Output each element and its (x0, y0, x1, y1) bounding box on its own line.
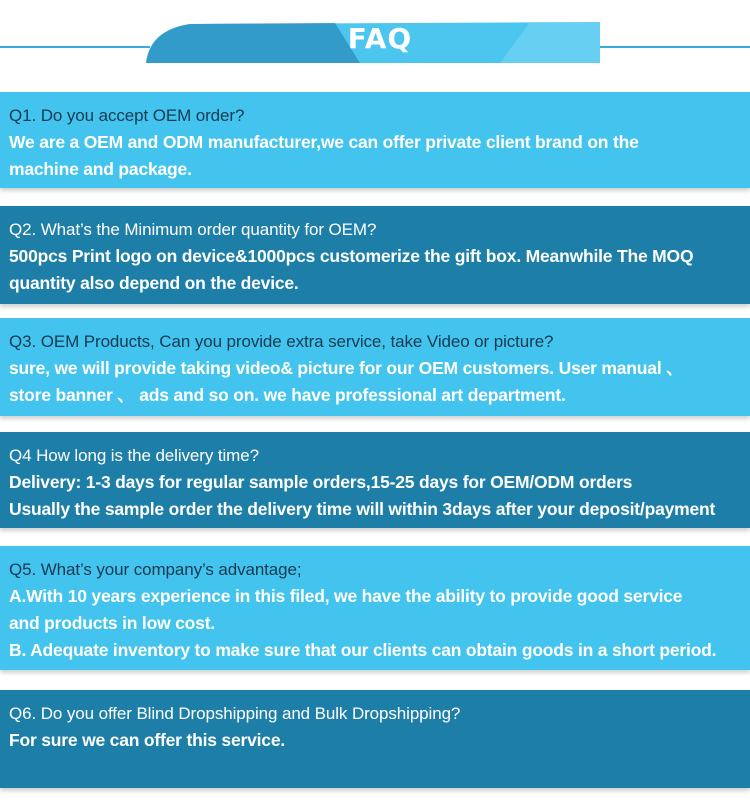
faq-answer-line: For sure we can offer this service. (9, 730, 286, 750)
faq-question: Q2. What’s the Minimum order quantity for OEM? (9, 220, 377, 239)
faq-answer-line: B. Adequate inventory to make sure that our clients can obtain goods in a short period. (9, 640, 717, 660)
faq-answer-line: and products in low cost. (9, 613, 215, 633)
faq-item-2 (0, 206, 750, 304)
faq-answer-line: We are a OEM and ODM manufacturer,we can offer private client brand on the (9, 132, 639, 152)
faq-answer-line: Usually the sample order the delivery time will within 3days after your deposit/payment (9, 499, 716, 519)
faq-question: Q6. Do you offer Blind Dropshipping and Bulk Dropshipping? (9, 704, 461, 723)
faq-question: Q3. OEM Products, Can you provide extra service, take Video or picture? (9, 332, 554, 351)
faq-answer-line: store banner 、 ads and so on. we have professional art department. (9, 385, 566, 405)
faq-answer-line: 500pcs Print logo on device&1000pcs customerize the gift box. Meanwhile The MOQ (9, 246, 694, 266)
faq-answer-line: machine and package. (9, 159, 192, 179)
faq-answer-line: quantity also depend on the device. (9, 273, 299, 293)
faq-item-4 (0, 432, 750, 528)
faq-item-1 (0, 92, 750, 188)
faq-item-5 (0, 546, 750, 670)
faq-question: Q5. What’s your company’s advantage; (9, 560, 302, 579)
faq-item-3 (0, 318, 750, 416)
faq-item-6 (0, 690, 750, 788)
faq-question: Q4 How long is the delivery time? (9, 446, 259, 465)
faq-answer-line: A.With 10 years experience in this filed, we have the ability to provide good service (9, 586, 683, 606)
faq-title: FAQ (347, 22, 413, 55)
faq-question: Q1. Do you accept OEM order? (9, 106, 245, 125)
faq-answer-line: sure, we will provide taking video& picture for our OEM customers. User manual 、 (9, 358, 684, 378)
faq-answer-line: Delivery: 1-3 days for regular sample orders,15-25 days for OEM/ODM orders (9, 472, 633, 492)
faq-header (0, 0, 750, 80)
